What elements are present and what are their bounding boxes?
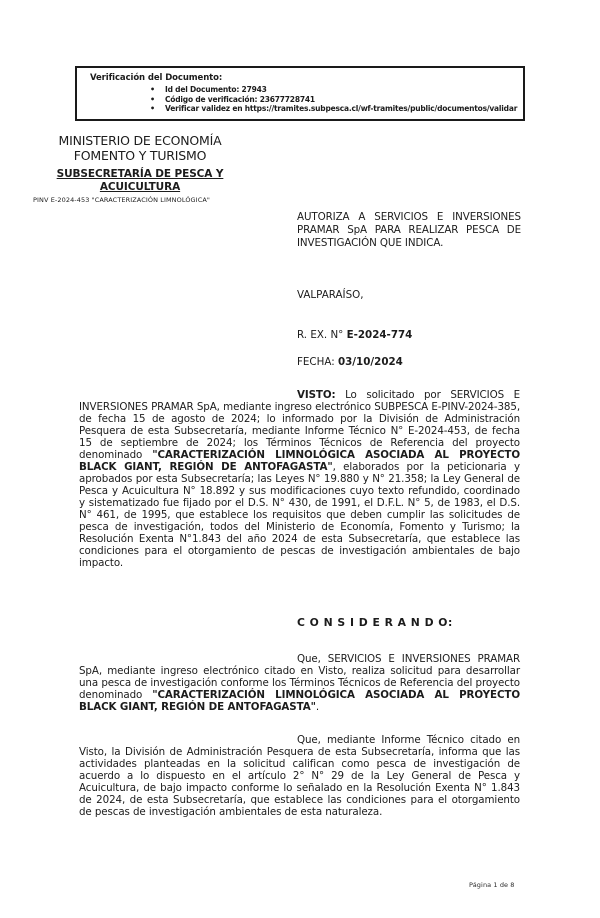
considerando-paragraph-1 xyxy=(79,653,520,713)
considerando-heading: C O N S I D E R A N D O: xyxy=(297,616,453,629)
ministry-line-2: FOMENTO Y TURISMO xyxy=(73,148,207,163)
resolution-number-line xyxy=(297,329,412,341)
resolution-label: R. EX. N° xyxy=(297,329,347,341)
page-number-indicator: Página 1 de 8 xyxy=(469,881,515,889)
resolution-number: E-2024-774 xyxy=(346,329,413,341)
verification-item-text: Código de verificación: 23677728741 xyxy=(165,94,315,104)
bullet-icon: • xyxy=(150,94,155,104)
project-reference-label: PINV E-2024-453 "CARACTERIZACIÓN LIMNOLÓGICA" xyxy=(33,196,210,204)
visto-label: VISTO: xyxy=(297,389,336,402)
verification-item-text: Verificar validez en https://tramites.subpesca.cl/wf-tramites/public/documentos/validar xyxy=(165,104,518,113)
verification-item-code xyxy=(150,95,523,105)
ministry-letterhead xyxy=(40,133,240,163)
date-line xyxy=(297,356,403,368)
visto-text-2: , elaborados por la peticionaria y aprobados por esta Subsecretaría; las Leyes N° 19.880 y N° 21.358; la Ley General de Pesca y Acuicultura N° 18.892 y sus modificaciones cuyo texto refundido, coordinado y sistematizado fue fijado por el D.S. N° 430, de 1991, el D.F.L. N° 5, de 1983, el D.S. N° 461, de 1995, que establece los requisitos que deben cumplir las solicitudes de pesca de investigación, todos del Ministerio de Economía, Fomento y Turismo; la Resolución Exenta N°1.843 del año 2024 de esta Subsecretaría, que establece las condiciones para el otorgamiento de pescas de investigación ambientales de bajo impacto. xyxy=(79,461,520,570)
visto-paragraph xyxy=(79,389,520,569)
verification-item-id xyxy=(150,85,523,95)
bullet-icon: • xyxy=(150,85,155,94)
considerando-p1-project-title: "CARACTERIZACIÓN LIMNOLÓGICA ASOCIADA AL PROYECTO BLACK GIANT, REGIÓN DE ANTOFAGASTA" xyxy=(79,689,520,714)
considerando-p1-text-1: Que, SERVICIOS E INVERSIONES PRAMAR SpA, mediante ingreso electrónico citado en Visto, realiza solicitud para desarrollar una pesca de investigación conforme los Términos Técnicos de Referencia del proyecto denominado xyxy=(79,653,520,702)
resolution-subject: AUTORIZA A SERVICIOS E INVERSIONES PRAMAR SpA PARA REALIZAR PESCA DE INVESTIGACIÓN QUE INDICA. xyxy=(297,211,521,249)
considerando-p1-text-2: . xyxy=(315,701,320,714)
ministry-line-1: MINISTERIO DE ECONOMÍA xyxy=(58,133,222,148)
verification-item-text: Id del Documento: 27943 xyxy=(165,85,267,94)
subsecretary-line-1: SUBSECRETARÍA DE PESCA Y xyxy=(56,168,224,180)
subsecretary-letterhead xyxy=(40,168,240,194)
considerando-paragraph-2: Que, mediante Informe Técnico citado en Visto, la División de Administración Pesquera de esta Subsecretaría, informa que las actividades planteadas en la solicitud califican como pesca de investigación de acuerdo a lo dispuesto en el artículo 2° N° 29 de la Ley General de Pesca y Acuicultura, de bajo impacto conforme lo señalado en la Resolución Exenta N° 1.843 de 2024, de esta Subsecretaría, que establece las condiciones para el otorgamiento de pescas de investigación ambientales de esta naturaleza. xyxy=(79,734,520,819)
subsecretary-line-2: ACUICULTURA xyxy=(99,181,181,193)
date-label: FECHA: xyxy=(297,356,338,368)
date-value: 03/10/2024 xyxy=(337,356,403,368)
visto-text-1: Lo solicitado por SERVICIOS E INVERSIONES PRAMAR SpA, mediante ingreso electrónico SUBPESCA E-PINV-2024-385, de fecha 15 de agosto de 2024; lo informado por la División de Administración Pesquera de esta Subsecretaría, mediante Informe Técnico N° E-2024-453, de fecha 15 de septiembre de 2024; los Términos Técnicos de Referencia del proyecto denominado xyxy=(79,389,520,462)
city-line: VALPARAÍSO, xyxy=(297,289,364,301)
verification-title: Verificación del Documento: xyxy=(90,73,223,83)
verification-list xyxy=(150,85,523,114)
bullet-icon: • xyxy=(150,104,155,113)
visto-project-title: "CARACTERIZACIÓN LIMNOLÓGICA ASOCIADA AL PROYECTO BLACK GIANT, REGIÓN DE ANTOFAGASTA" xyxy=(79,449,520,474)
verification-box xyxy=(75,66,525,121)
verification-item-url xyxy=(150,104,523,114)
